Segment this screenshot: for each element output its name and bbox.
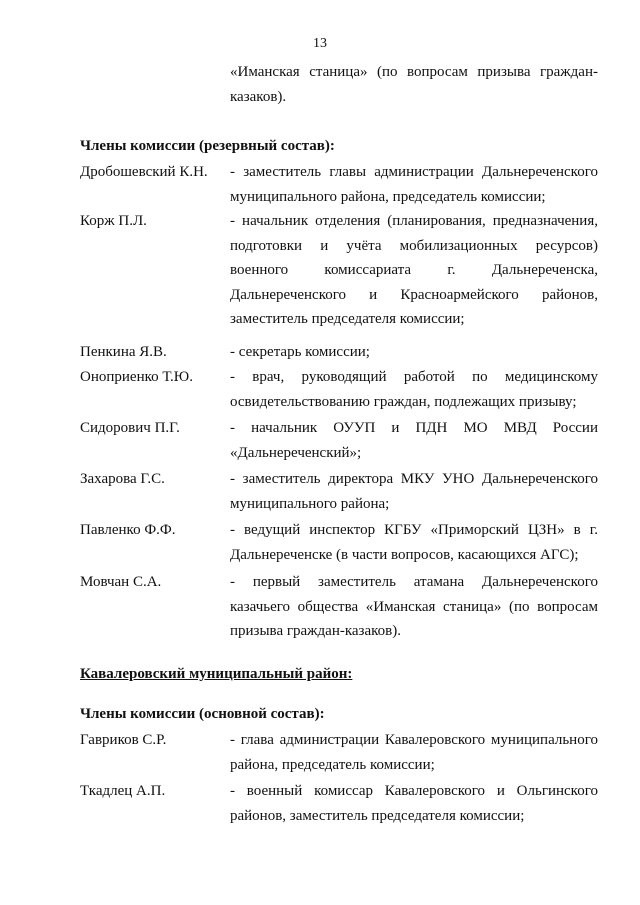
member-name: Сидорович П.Г. (80, 420, 180, 436)
reserve-heading: Члены комиссии (резервный состав): (80, 138, 335, 154)
member-name: Павленко Ф.Ф. (80, 522, 176, 538)
member-role: - секретарь комиссии; (230, 344, 370, 360)
continuation-line: «Иманская станица» (по вопросам призыва граждан- (230, 64, 598, 80)
member-name: Пенкина Я.В. (80, 344, 167, 360)
page-number: 13 (313, 36, 327, 51)
member-role: - военный комиссар Кавалеровского и Ольгинского районов, заместитель председателя комиссии; (230, 783, 598, 824)
member-name: Дробошевский К.Н. (80, 164, 208, 180)
member-name: Гавриков С.Р. (80, 732, 167, 748)
continuation-line: казаков). (230, 88, 287, 105)
member-name: Оноприенко Т.Ю. (80, 369, 193, 385)
member-name: Мовчан С.А. (80, 574, 162, 590)
member-role: - врач, руководящий работой по медицинскому освидетельствованию граждан, подлежащих призыву; (230, 369, 598, 410)
member-name: Корж П.Л. (80, 213, 147, 229)
member-name: Захарова Г.С. (80, 471, 165, 487)
continuation-text (230, 60, 598, 109)
member-role: - заместитель главы администрации Дальнереченского муниципального района, председатель комиссии; (230, 164, 598, 205)
member-role: - ведущий инспектор КГБУ «Приморский ЦЗН» в г. Дальнереченске (в части вопросов, касающихся АГС); (230, 522, 598, 563)
district-heading: Кавалеровский муниципальный район: (80, 666, 353, 682)
member-role: - первый заместитель атамана Дальнереченского казачьего общества «Иманская станица» (по вопросам призыва граждан-казаков). (230, 574, 598, 639)
member-role: - заместитель директора МКУ УНО Дальнереченского муниципального района; (230, 471, 598, 512)
member-role: - глава администрации Кавалеровского муниципального района, председатель комиссии; (230, 732, 598, 773)
member-role: - начальник ОУУП и ПДН МО МВД России «Дальнереченский»; (230, 420, 598, 461)
member-name: Ткадлец А.П. (80, 783, 166, 799)
member-role: - начальник отделения (планирования, предназначения, подготовки и учёта мобилизационных ресурсов) военного комиссариата г. Дальнереченска, Дальнереченского и Красноармейского районов, заместитель председателя комиссии; (230, 213, 598, 327)
main-heading: Члены комиссии (основной состав): (80, 706, 325, 722)
